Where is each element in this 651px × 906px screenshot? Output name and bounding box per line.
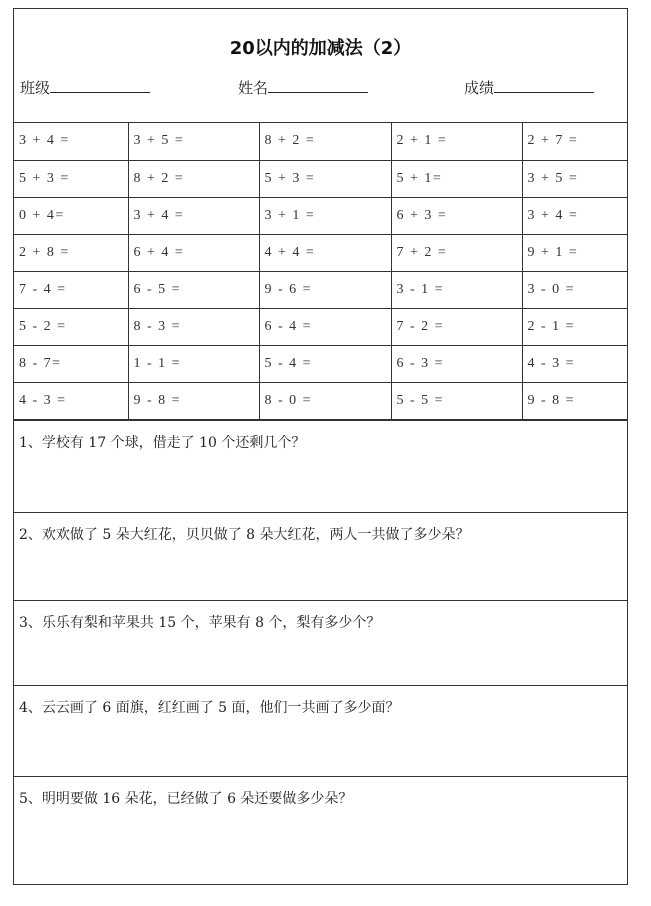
equation-cell[interactable]: 6 + 3 = [391,197,522,234]
equation-cell[interactable]: 2 + 1 = [391,123,522,160]
equation-cell[interactable]: 3 + 4 = [128,197,259,234]
class-field[interactable] [20,77,150,98]
word-problem-text: 5、明明要做 16 朵花，已经做了 6 朵还要做多少朵？ [19,790,353,807]
equation-cell[interactable]: 2 + 8 = [14,234,128,271]
page-title: 20以内的加减法（2） [229,38,412,59]
equation-cell[interactable]: 8 - 0 = [259,382,391,419]
equation-cell[interactable]: 1 - 1 = [128,345,259,382]
worksheet [13,8,628,885]
equation-cell[interactable]: 5 + 1= [391,160,522,197]
equation-cell[interactable]: 9 - 6 = [259,271,391,308]
word-problem[interactable] [14,421,627,512]
equation-cell[interactable]: 7 - 2 = [391,308,522,345]
equation-cell[interactable]: 8 + 2 = [259,123,391,160]
equation-cell[interactable]: 2 + 7 = [522,123,627,160]
equation-cell[interactable]: 6 - 5 = [128,271,259,308]
equation-cell[interactable]: 0 + 4= [14,197,128,234]
class-label: 班级 [20,79,51,97]
score-blank[interactable] [494,78,594,93]
word-problem[interactable] [14,600,627,685]
equation-cell[interactable]: 3 + 4 = [14,123,128,160]
equation-cell[interactable]: 7 - 4 = [14,271,128,308]
grid-row [14,234,627,271]
equation-cell[interactable]: 6 + 4 = [128,234,259,271]
word-problem-text: 1、学校有 17 个球，借走了 10 个还剩几个？ [19,434,306,451]
name-blank[interactable] [268,78,368,93]
equation-cell[interactable]: 8 - 7= [14,345,128,382]
equation-cell[interactable]: 8 - 3 = [128,308,259,345]
word-problem-text: 4、云云画了 6 面旗，红红画了 5 面，他们一共画了多少面？ [19,699,400,716]
word-problem[interactable] [14,685,627,776]
word-problem-text: 3、乐乐有梨和苹果共 15 个，苹果有 8 个，梨有多少个？ [19,614,381,631]
class-blank[interactable] [50,78,150,93]
equation-cell[interactable]: 9 - 8 = [522,382,627,419]
equation-cell[interactable]: 7 + 2 = [391,234,522,271]
name-label: 姓名 [238,79,269,97]
grid-row [14,123,627,160]
equation-cell[interactable]: 3 - 1 = [391,271,522,308]
equation-cell[interactable]: 3 + 4 = [522,197,627,234]
equation-cell[interactable]: 9 + 1 = [522,234,627,271]
equation-cell[interactable]: 5 - 2 = [14,308,128,345]
equation-cell[interactable]: 3 - 0 = [522,271,627,308]
equation-cell[interactable]: 5 + 3 = [259,160,391,197]
score-field[interactable] [464,77,594,98]
word-problem[interactable] [14,776,627,879]
score-label: 成绩 [464,79,495,97]
worksheet-header [14,9,627,123]
equation-cell[interactable]: 9 - 8 = [128,382,259,419]
equation-cell[interactable]: 4 - 3 = [522,345,627,382]
word-problems [14,420,627,879]
grid-row [14,197,627,234]
equation-cell[interactable]: 6 - 4 = [259,308,391,345]
equation-cell[interactable]: 8 + 2 = [128,160,259,197]
grid-row [14,308,627,345]
grid-row [14,160,627,197]
equation-cell[interactable]: 5 + 3 = [14,160,128,197]
name-field[interactable] [238,77,368,98]
grid-row [14,271,627,308]
equation-cell[interactable]: 4 - 3 = [14,382,128,419]
equation-cell[interactable]: 3 + 5 = [128,123,259,160]
equation-cell[interactable]: 6 - 3 = [391,345,522,382]
equation-cell[interactable]: 3 + 1 = [259,197,391,234]
equation-cell[interactable]: 5 - 5 = [391,382,522,419]
equation-cell[interactable]: 3 + 5 = [522,160,627,197]
word-problem[interactable] [14,512,627,600]
arithmetic-grid [14,123,627,420]
equation-cell[interactable]: 2 - 1 = [522,308,627,345]
equation-cell[interactable]: 4 + 4 = [259,234,391,271]
grid-row [14,382,627,419]
word-problem-text: 2、欢欢做了 5 朵大红花，贝贝做了 8 朵大红花，两人一共做了多少朵？ [19,526,470,543]
equation-cell[interactable]: 5 - 4 = [259,345,391,382]
grid-row [14,345,627,382]
